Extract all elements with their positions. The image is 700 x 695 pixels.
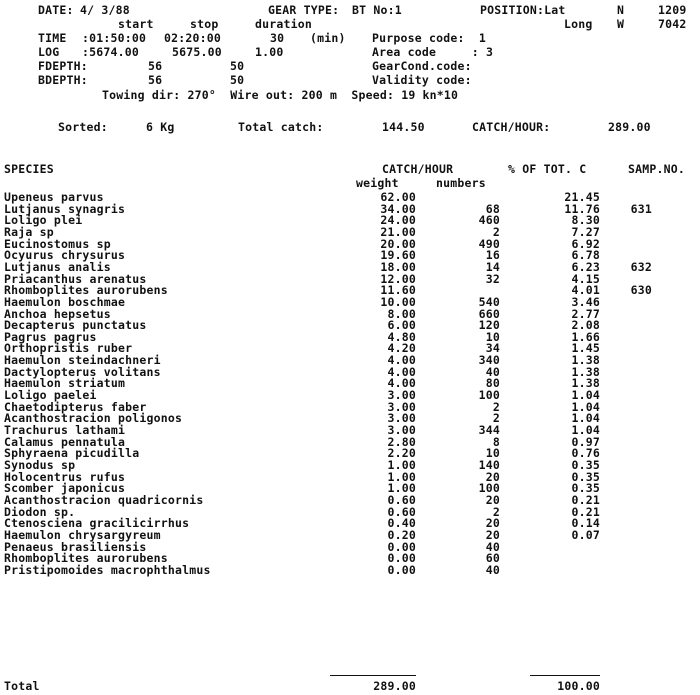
- time-label: TIME: [38, 31, 67, 45]
- percent-cell: 0.14: [571, 516, 600, 531]
- numbers-cell: 10: [485, 446, 500, 461]
- bdepth-stop: 50: [230, 73, 245, 87]
- species-column-header: SPECIES: [4, 162, 54, 176]
- numbers-cell: 20: [485, 527, 500, 542]
- weight-cell: 19.60: [380, 248, 416, 263]
- bdepth-label: BDEPTH:: [38, 73, 88, 87]
- weight-cell: 0.40: [387, 516, 416, 531]
- percent-cell: 3.46: [571, 294, 600, 309]
- percent-cell: 1.04: [571, 423, 600, 437]
- total-catch-value: 144.50: [382, 120, 425, 134]
- pct-total-rule: [530, 675, 600, 676]
- weight-cell: 8.00: [387, 306, 416, 321]
- species-cell: Lutjanus analis: [4, 259, 111, 274]
- species-cell: Pristipomoides macrophthalmus: [4, 562, 211, 577]
- numbers-cell: 68: [485, 201, 500, 216]
- weight-cell: 3.00: [387, 388, 416, 403]
- numbers-cell: 344: [478, 423, 500, 437]
- percent-cell: 21.45: [564, 190, 600, 204]
- weight-cell: 4.20: [387, 341, 416, 356]
- weight-cell: 1.00: [387, 481, 416, 496]
- species-cell: Holocentrus rufus: [4, 469, 126, 484]
- species-cell: Priacanthus arenatus: [4, 271, 147, 286]
- species-cell: Rhomboplites aurorubens: [4, 551, 168, 566]
- species-cell: Synodus sp: [4, 457, 76, 472]
- percent-cell: 2.77: [571, 306, 600, 321]
- weight-cell: 0.00: [387, 562, 416, 577]
- sorted-value: 6 Kg: [146, 120, 175, 134]
- numbers-cell: 32: [485, 271, 500, 286]
- species-cell: Raja sp: [4, 224, 54, 239]
- area-code: Area code : 3: [372, 45, 494, 59]
- weight-cell: 4.00: [387, 353, 416, 368]
- purpose-code: Purpose code: 1: [372, 31, 486, 45]
- log-start: :5674.00: [82, 45, 139, 59]
- weight-cell: 2.20: [387, 446, 416, 461]
- species-cell: Haemulon steindachneri: [4, 353, 161, 368]
- weight-cell: 18.00: [380, 259, 416, 274]
- weight-total-rule: [330, 675, 416, 676]
- numbers-cell: 40: [485, 364, 500, 379]
- weight-cell: 2.80: [387, 434, 416, 449]
- weight-cell: 3.00: [387, 423, 416, 437]
- col-start-label: start: [118, 17, 154, 31]
- percent-cell: 8.30: [571, 213, 600, 228]
- percent-cell: 6.78: [571, 248, 600, 263]
- weight-cell: 0.00: [387, 551, 416, 566]
- numbers-cell: 20: [485, 492, 500, 507]
- weight-cell: 12.00: [380, 271, 416, 286]
- species-cell: Upeneus parvus: [4, 190, 104, 204]
- species-cell: Ctenosciena gracilicirrhus: [4, 516, 190, 531]
- species-cell: Anchoa hepsetus: [4, 306, 111, 321]
- percent-cell: 0.21: [571, 504, 600, 519]
- species-cell: Haemulon boschmae: [4, 294, 126, 309]
- weight-cell: 0.60: [387, 492, 416, 507]
- numbers-cell: 660: [478, 306, 500, 321]
- species-cell: Chaetodipterus faber: [4, 399, 147, 414]
- long-value: 7042: [658, 17, 687, 31]
- species-cell: Sphyraena picudilla: [4, 446, 140, 461]
- lat-hemisphere: N: [617, 3, 625, 17]
- numbers-cell: 60: [485, 551, 500, 566]
- sorted-label: Sorted:: [58, 120, 108, 134]
- percent-cell: 1.38: [571, 376, 600, 391]
- sample-number-cell: 631: [630, 201, 652, 216]
- species-cell: Pagrus pagrus: [4, 329, 97, 344]
- species-cell: Haemulon striatum: [4, 376, 126, 391]
- numbers-cell: 14: [485, 259, 500, 274]
- species-cell: Acanthostracion quadricornis: [4, 492, 204, 507]
- sample-number-cell: 630: [630, 283, 652, 298]
- total-catch-label: Total catch:: [238, 120, 324, 134]
- weight-cell: 4.80: [387, 329, 416, 344]
- weight-cell: 11.60: [380, 283, 416, 298]
- species-cell: Haemulon chrysargyreum: [4, 527, 161, 542]
- total-label: Total: [4, 679, 40, 693]
- gearcond-code: GearCond.code:: [372, 59, 472, 73]
- time-unit: (min): [310, 31, 346, 45]
- numbers-cell: 10: [485, 329, 500, 344]
- numbers-cell: 540: [478, 294, 500, 309]
- weight-cell: 3.00: [387, 411, 416, 426]
- log-stop: 5675.00: [172, 45, 222, 59]
- position-label: POSITION:Lat: [480, 3, 566, 17]
- weight-cell: 21.00: [380, 224, 416, 239]
- weight-cell: 24.00: [380, 213, 416, 228]
- numbers-cell: 460: [478, 213, 500, 228]
- species-cell: Diodon sp.: [4, 504, 76, 519]
- percent-cell: 4.15: [571, 271, 600, 286]
- gear-type-label: GEAR TYPE:: [268, 3, 340, 17]
- weight-cell: 62.00: [380, 190, 416, 204]
- numbers-cell: 490: [478, 236, 500, 251]
- catch-hour-column-header: CATCH/HOUR: [382, 162, 454, 176]
- numbers-cell: 100: [478, 481, 500, 496]
- percent-cell: 1.66: [571, 329, 600, 344]
- species-cell: Scomber japonicus: [4, 481, 126, 496]
- percent-cell: 1.38: [571, 364, 600, 379]
- sample-number-column-header: SAMP.NO.: [628, 162, 685, 176]
- fdepth-stop: 50: [230, 59, 245, 73]
- towing-line: Towing dir: 270° Wire out: 200 m Speed: 19 kn*10: [102, 88, 459, 102]
- percent-cell: 1.38: [571, 353, 600, 368]
- numbers-cell: 2: [492, 399, 500, 414]
- time-stop: 02:20:00: [164, 31, 221, 45]
- percent-column-header: % OF TOT. C: [508, 162, 587, 176]
- weight-cell: 0.20: [387, 527, 416, 542]
- date-label: DATE:: [38, 3, 74, 17]
- fdepth-label: FDEPTH:: [38, 59, 88, 73]
- numbers-cell: 2: [492, 411, 500, 426]
- percent-cell: 0.35: [571, 469, 600, 484]
- numbers-cell: 20: [485, 516, 500, 531]
- validity-code: Validity code:: [372, 73, 472, 87]
- species-cell: Trachurus lathami: [4, 423, 126, 437]
- weight-cell: 0.00: [387, 539, 416, 554]
- numbers-cell: 40: [485, 562, 500, 577]
- catch-hour-label: CATCH/HOUR:: [472, 120, 551, 134]
- percent-cell: 0.97: [571, 434, 600, 449]
- total-weight: 289.00: [373, 679, 416, 693]
- table-row: [0, 564, 700, 576]
- catch-hour-value: 289.00: [608, 120, 651, 134]
- date-value: 4/ 3/88: [80, 3, 130, 17]
- percent-cell: 6.92: [571, 236, 600, 251]
- percent-cell: 0.35: [571, 481, 600, 496]
- numbers-cell: 40: [485, 539, 500, 554]
- col-stop-label: stop: [190, 17, 219, 31]
- time-start: :01:50:00: [82, 31, 147, 45]
- species-cell: Ocyurus chrysurus: [4, 248, 126, 263]
- weight-cell: 6.00: [387, 318, 416, 333]
- species-cell: Dactylopterus volitans: [4, 364, 161, 379]
- species-cell: Penaeus brasiliensis: [4, 539, 147, 554]
- species-cell: Loligo plei: [4, 213, 83, 228]
- numbers-cell: 8: [492, 434, 500, 449]
- percent-cell: 0.21: [571, 492, 600, 507]
- sample-number-cell: 632: [630, 259, 652, 274]
- percent-cell: 4.01: [571, 283, 600, 298]
- numbers-cell: 20: [485, 469, 500, 484]
- numbers-cell: 2: [492, 224, 500, 239]
- percent-cell: 11.76: [564, 201, 600, 216]
- species-cell: Eucinostomus sp: [4, 236, 111, 251]
- species-cell: Loligo paelei: [4, 388, 97, 403]
- weight-cell: 0.60: [387, 504, 416, 519]
- numbers-cell: 340: [478, 353, 500, 368]
- species-cell: Decapterus punctatus: [4, 318, 147, 333]
- col-duration-label: duration: [255, 17, 312, 31]
- numbers-column-header: numbers: [436, 176, 486, 190]
- log-duration: 1.00: [255, 45, 284, 59]
- weight-cell: 20.00: [380, 236, 416, 251]
- numbers-cell: 34: [485, 341, 500, 356]
- long-hemisphere: W: [617, 17, 625, 31]
- weight-column-header: weight: [356, 176, 399, 190]
- lat-value: 1209: [658, 3, 687, 17]
- weight-cell: 1.00: [387, 457, 416, 472]
- fdepth-start: 56: [148, 59, 163, 73]
- weight-cell: 4.00: [387, 364, 416, 379]
- species-cell: Orthopristis ruber: [4, 341, 133, 356]
- percent-cell: 6.23: [571, 259, 600, 274]
- species-cell: Calamus pennatula: [4, 434, 126, 449]
- weight-cell: 10.00: [380, 294, 416, 309]
- percent-cell: 1.04: [571, 388, 600, 403]
- species-cell: Lutjanus synagris: [4, 201, 126, 216]
- percent-cell: 7.27: [571, 224, 600, 239]
- gear-type-value: BT No:1: [352, 3, 402, 17]
- numbers-cell: 16: [485, 248, 500, 263]
- species-cell: Rhomboplites aurorubens: [4, 283, 168, 298]
- percent-cell: 0.35: [571, 457, 600, 472]
- percent-cell: 1.04: [571, 411, 600, 426]
- numbers-cell: 80: [485, 376, 500, 391]
- numbers-cell: 2: [492, 504, 500, 519]
- total-percent: 100.00: [557, 679, 600, 693]
- weight-cell: 1.00: [387, 469, 416, 484]
- weight-cell: 4.00: [387, 376, 416, 391]
- time-duration: 30: [270, 31, 285, 45]
- numbers-cell: 140: [478, 457, 500, 472]
- percent-cell: 1.04: [571, 399, 600, 414]
- percent-cell: 2.08: [571, 318, 600, 333]
- weight-cell: 3.00: [387, 399, 416, 414]
- weight-cell: 34.00: [380, 201, 416, 216]
- species-cell: Acanthostracion poligonos: [4, 411, 183, 426]
- bdepth-start: 56: [148, 73, 163, 87]
- long-label: Long: [564, 17, 593, 31]
- log-label: LOG: [38, 45, 60, 59]
- percent-cell: 1.45: [571, 341, 600, 356]
- percent-cell: 0.76: [571, 446, 600, 461]
- numbers-cell: 100: [478, 388, 500, 403]
- percent-cell: 0.07: [571, 527, 600, 542]
- numbers-cell: 120: [478, 318, 500, 333]
